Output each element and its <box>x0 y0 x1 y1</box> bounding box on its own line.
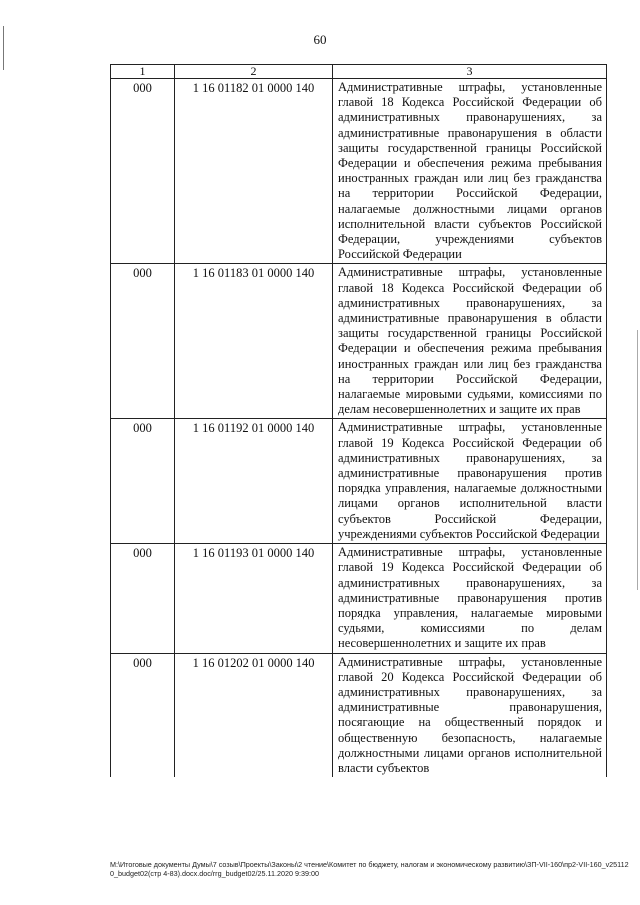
table-row <box>111 653 607 777</box>
admin-code-cell: 000 <box>111 264 175 419</box>
budget-code-cell: 1 16 01183 01 0000 140 <box>175 264 333 419</box>
column-header: 2 <box>175 65 333 79</box>
table-row <box>111 79 607 264</box>
table-row <box>111 419 607 544</box>
table-row <box>111 264 607 419</box>
budget-code-cell: 1 16 01193 01 0000 140 <box>175 544 333 653</box>
budget-code-cell: 1 16 01192 01 0000 140 <box>175 419 333 544</box>
column-header: 3 <box>333 65 607 79</box>
budget-code-cell: 1 16 01182 01 0000 140 <box>175 79 333 264</box>
budget-codes-table <box>110 64 607 777</box>
column-header: 1 <box>111 65 175 79</box>
table-header-row <box>111 65 607 79</box>
description-cell: Административные штрафы, установленные главой 18 Кодекса Российской Федерации об административных правонарушениях, за административные правонарушения в области защиты государственной границы Российской Федерации и обеспечения режима пребывания иностранных граждан или лиц без гражданства на территории Российской Федерации, налагаемые должностными лицами органов исполнительной власти субъектов Российской Федерации, учреждениями субъектов Российской Федерации <box>333 79 607 264</box>
admin-code-cell: 000 <box>111 79 175 264</box>
description-cell: Административные штрафы, установленные главой 19 Кодекса Российской Федерации об административных правонарушениях, за административные правонарушения против порядка управления, налагаемые мировыми судьями, комиссиями по делам несовершеннолетних и защите их прав <box>333 544 607 653</box>
table-row <box>111 544 607 653</box>
scan-margin-mark-right <box>637 330 638 590</box>
description-cell: Административные штрафы, установленные главой 18 Кодекса Российской Федерации об административных правонарушениях, за административные правонарушения в области защиты государственной границы Российской Федерации и обеспечения режима пребывания иностранных граждан или лиц без гражданства на территории Российской Федерации, налагаемые мировыми судьями, комиссиями по делам несовершеннолетних и защите их прав <box>333 264 607 419</box>
document-file-path-footer: M:\Итоговые документы Думы\7 созыв\Проекты\Законы\2 чтение\Комитет по бюджету, налогам и экономическому развитию\ЗП-VII-160\пр2-VII-160_v251120_budget02(стр 4-83).docx.doc/rrg_budget02/25.11.2020 9:39:00 <box>110 860 629 878</box>
admin-code-cell: 000 <box>111 653 175 777</box>
budget-code-cell: 1 16 01202 01 0000 140 <box>175 653 333 777</box>
admin-code-cell: 000 <box>111 544 175 653</box>
description-cell: Административные штрафы, установленные главой 19 Кодекса Российской Федерации об административных правонарушениях, за административные правонарушения против порядка управления, налагаемые должностными лицами органов исполнительной власти субъектов Российской Федерации, учреждениями субъектов Российской Федерации <box>333 419 607 544</box>
admin-code-cell: 000 <box>111 419 175 544</box>
page-number: 60 <box>313 32 327 47</box>
description-cell: Административные штрафы, установленные главой 20 Кодекса Российской Федерации об административных правонарушениях, за административные правонарушения, посягающие на общественный порядок и общественную безопасность, налагаемые должностными лицами органов исполнительной власти субъектов <box>333 653 607 777</box>
